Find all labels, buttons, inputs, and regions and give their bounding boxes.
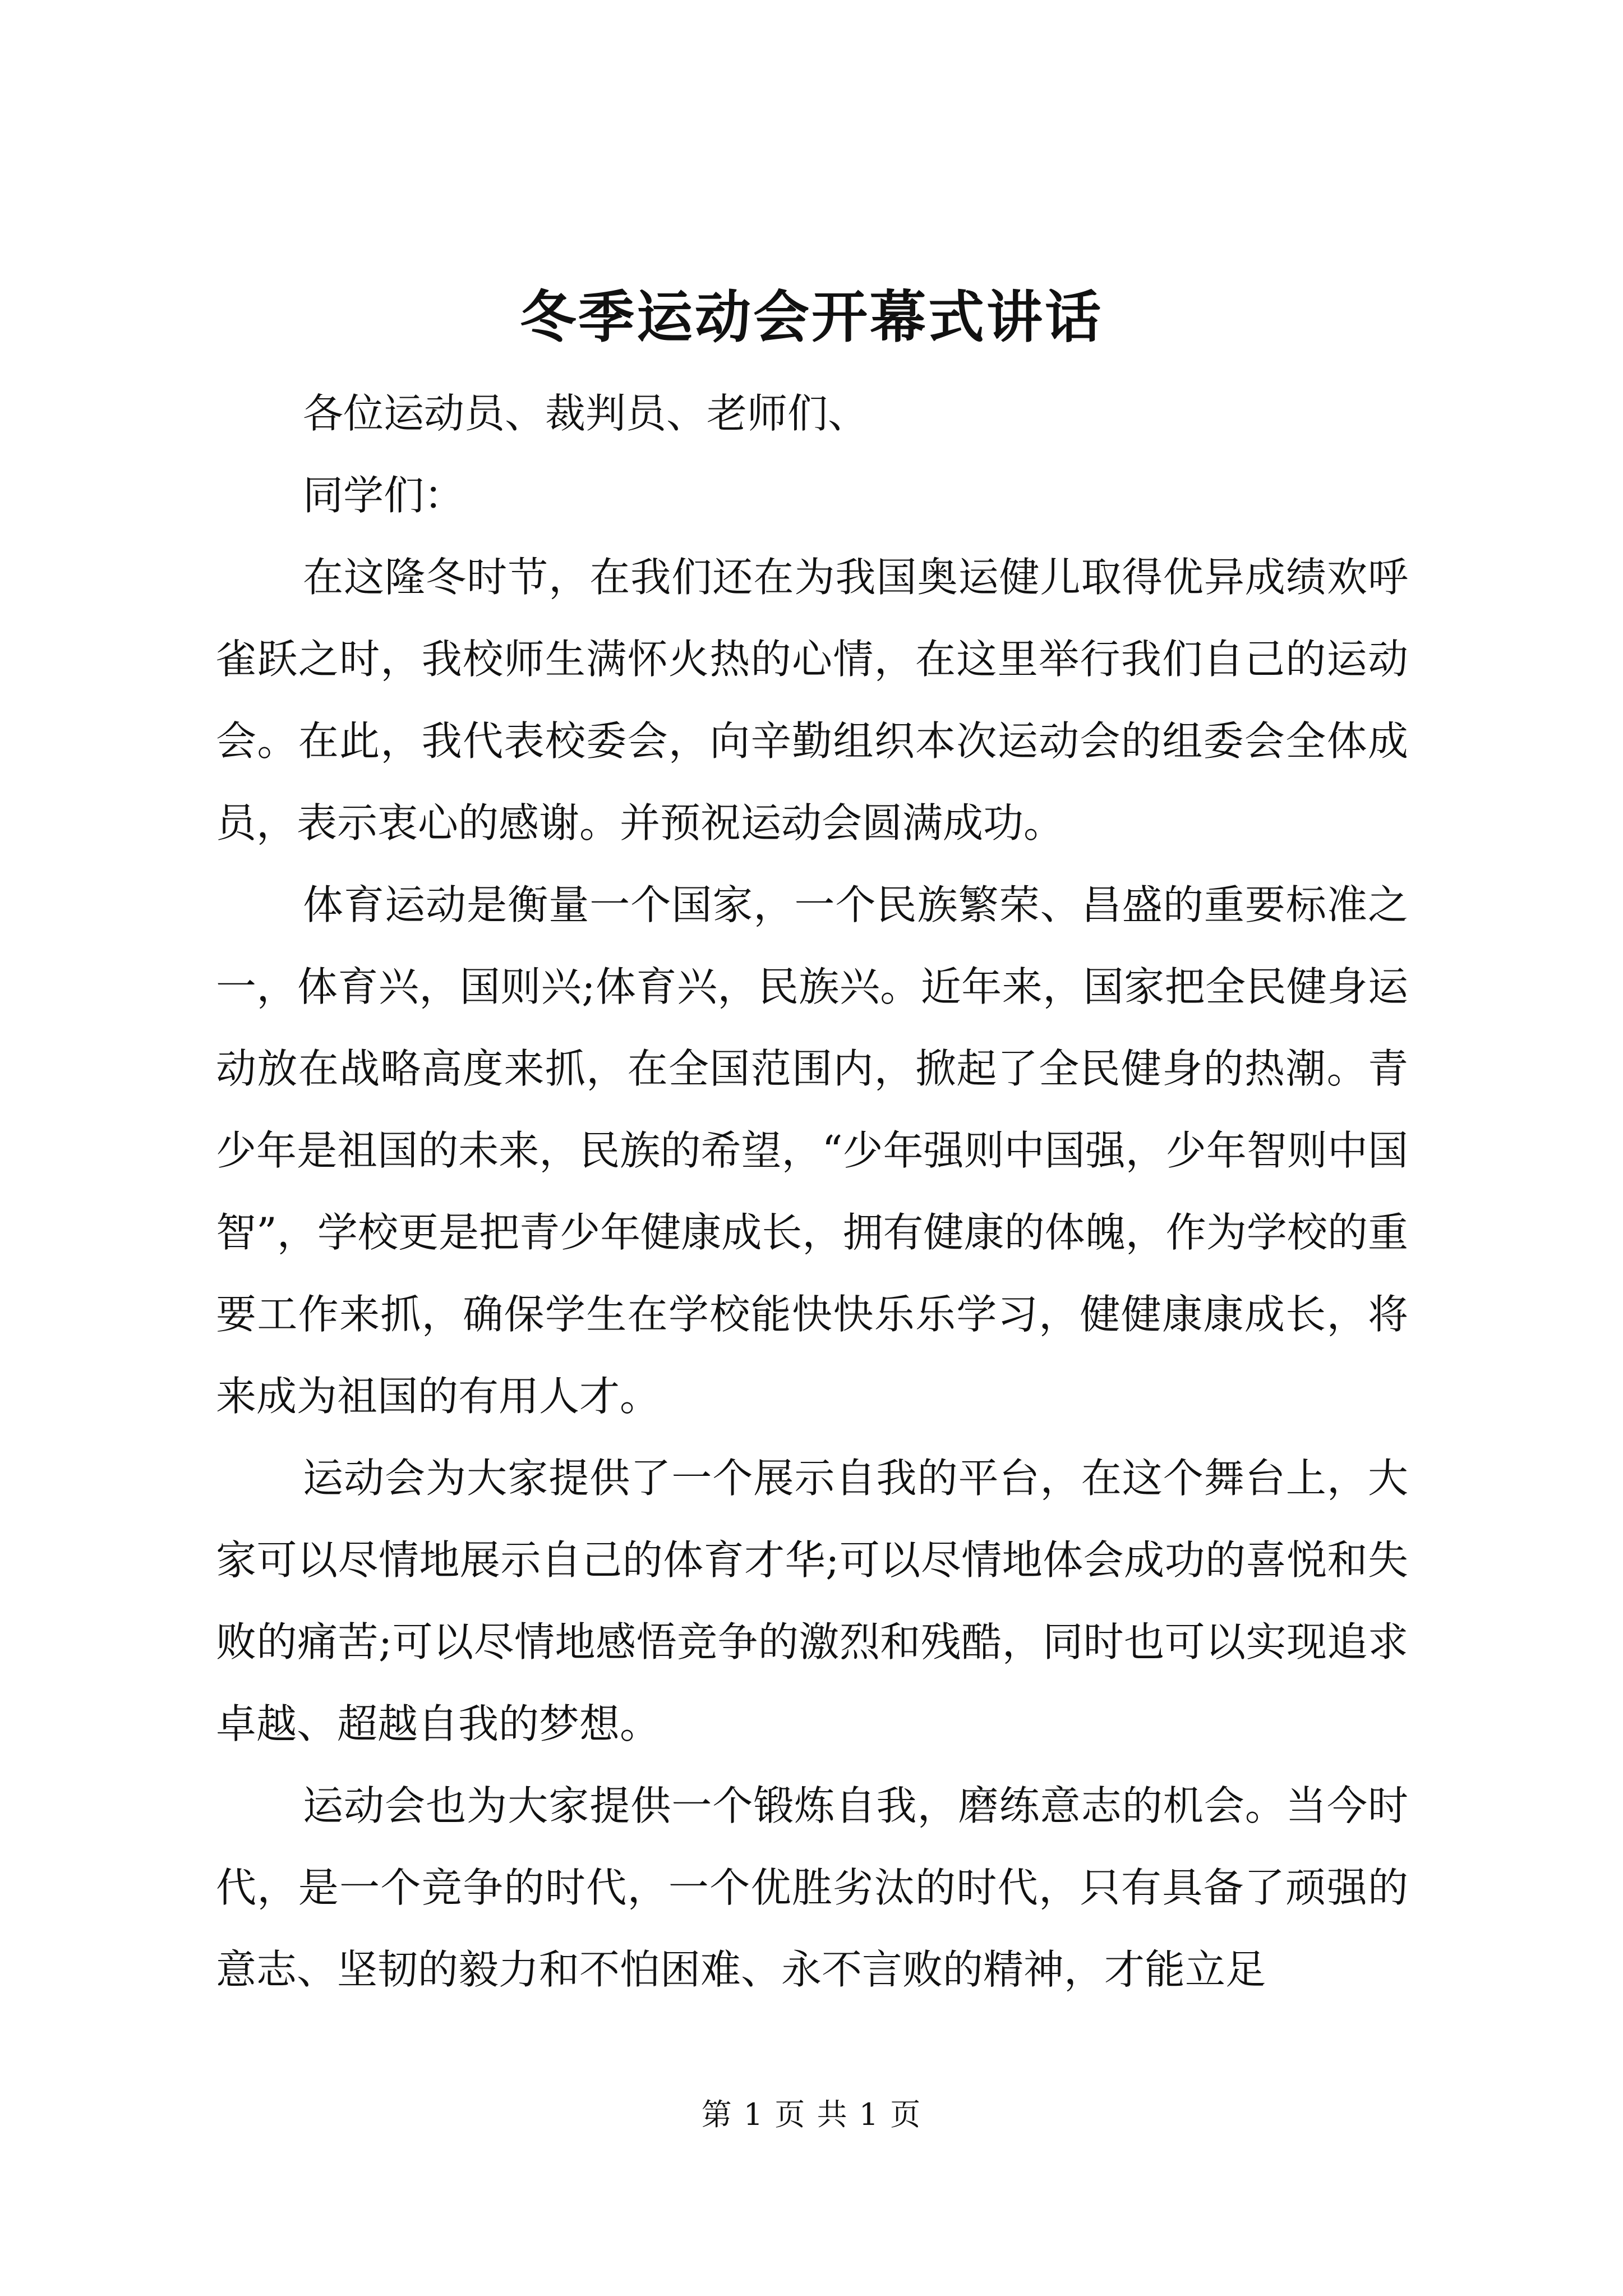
body-paragraph: 运动会也为大家提供一个锻炼自我，磨练意志的机会。当今时代，是一个竞争的时代，一个优胜劣汰的时代，只有具备了顽强的意志、坚韧的毅力和不怕困难、永不言败的精神，才能立足 (216, 1782, 1408, 1993)
page-number-footer: 第 1 页 共 1 页 (701, 2097, 922, 2132)
document-body (216, 372, 1408, 2010)
salutation-line-1: 各位运动员、裁判员、老师们、 (303, 390, 869, 437)
body-paragraph: 运动会为大家提供了一个展示自我的平台，在这个舞台上，大家可以尽情地展示自己的体育才华;可以尽情地体会成功的喜悦和失败的痛苦;可以尽情地感悟竞争的激烈和残酷，同时也可以实现追求卓越、超越自我的梦想。 (216, 1455, 1408, 1747)
body-paragraph: 体育运动是衡量一个国家，一个民族繁荣、昌盛的重要标准之一，体育兴，国则兴;体育兴，民族兴。近年来，国家把全民健身运动放在战略高度来抓，在全国范围内，掀起了全民健身的热潮。青少年是祖国的未来，民族的希望，“少年强则中国强，少年智则中国智”，学校更是把青少年健康成长，拥有健康的体魄，作为学校的重要工作来抓，确保学生在学校能快快乐乐学习，健健康康成长，将来成为祖国的有用人才。 (216, 881, 1408, 1420)
salutation-line-2: 同学们： (303, 472, 465, 519)
document-title: 冬季运动会开幕式讲话 (520, 284, 1103, 350)
body-paragraph: 在这隆冬时节，在我们还在为我国奥运健儿取得优异成绩欢呼雀跃之时，我校师生满怀火热的心情，在这里举行我们自己的运动会。在此，我代表校委会，向辛勤组织本次运动会的组委会全体成员，表示衷心的感谢。并预祝运动会圆满成功。 (216, 554, 1408, 846)
